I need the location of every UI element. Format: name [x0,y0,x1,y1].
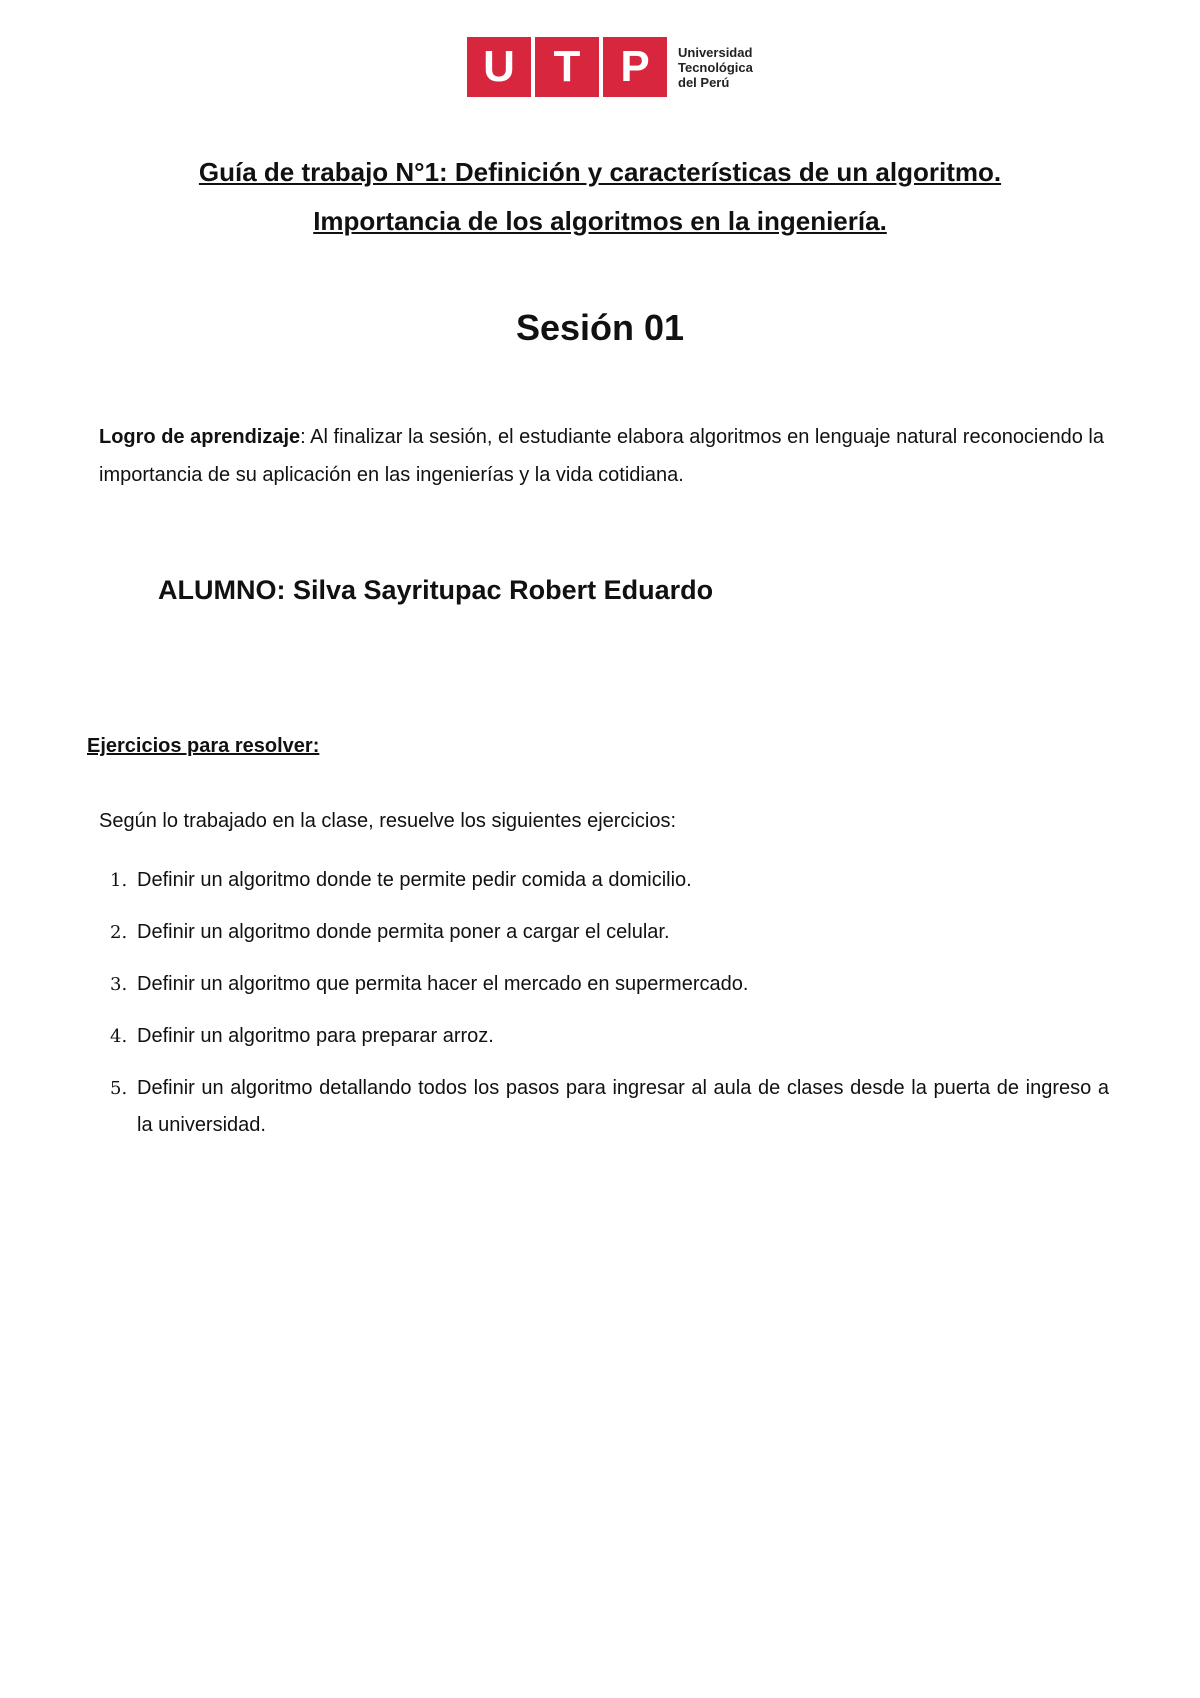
logo-text-line: Universidad [678,44,753,60]
exercise-text: Definir un algoritmo para preparar arroz. [137,1025,494,1047]
exercise-item [99,1070,1109,1144]
logo-wordmark [678,45,753,90]
exercise-number: 2. [110,922,128,943]
student-name: ALUMNO: Silva Sayritupac Robert Eduardo [158,575,714,605]
document-title-line-1: Guía de trabajo N°1: Definición y características de un algoritmo. [198,157,1002,187]
exercises-heading: Ejercicios para resolver: [87,735,320,757]
document-title-line-2: Importancia de los algoritmos en la ingeniería. [313,206,887,236]
exercise-number: 4. [110,1026,128,1047]
exercise-item [99,862,1109,899]
logo-text-line: del Perú [678,74,730,90]
exercise-number: 5. [110,1078,128,1099]
logo-letter-u: U [467,37,531,97]
exercise-number: 1. [110,870,128,891]
logo-text-line: Tecnológica [678,59,753,75]
exercise-text: Definir un algoritmo donde te permite pedir comida a domicilio. [137,869,692,891]
exercise-list [99,862,1109,1159]
exercise-item [99,966,1109,1003]
exercise-item [99,1018,1109,1055]
exercise-number: 3. [110,974,128,995]
exercise-text: Definir un algoritmo donde permita poner a cargar el celular. [137,921,670,943]
logo-letter-t: T [535,37,599,97]
learning-goal-text: : Al finalizar la sesión, el estudiante elabora algoritmos en lenguaje natural reconociendo la importancia de su aplicación en las ingenierías y la vida cotidiana. [99,426,1104,486]
learning-goal-paragraph [99,418,1109,494]
learning-goal-label: Logro de aprendizaje [99,426,301,448]
exercises-intro: Según lo trabajado en la clase, resuelve los siguientes ejercicios: [99,810,677,832]
exercise-text: Definir un algoritmo detallando todos los pasos para ingresar al aula de clases desde la puerta de ingreso a la universidad. [137,1077,1109,1136]
session-heading: Sesión 01 [515,307,685,348]
exercise-text: Definir un algoritmo que permita hacer el mercado en supermercado. [137,973,749,995]
logo-letter-p: P [603,37,667,97]
utp-logo [467,37,753,97]
utp-logo-mark [467,37,667,97]
exercise-item [99,914,1109,951]
